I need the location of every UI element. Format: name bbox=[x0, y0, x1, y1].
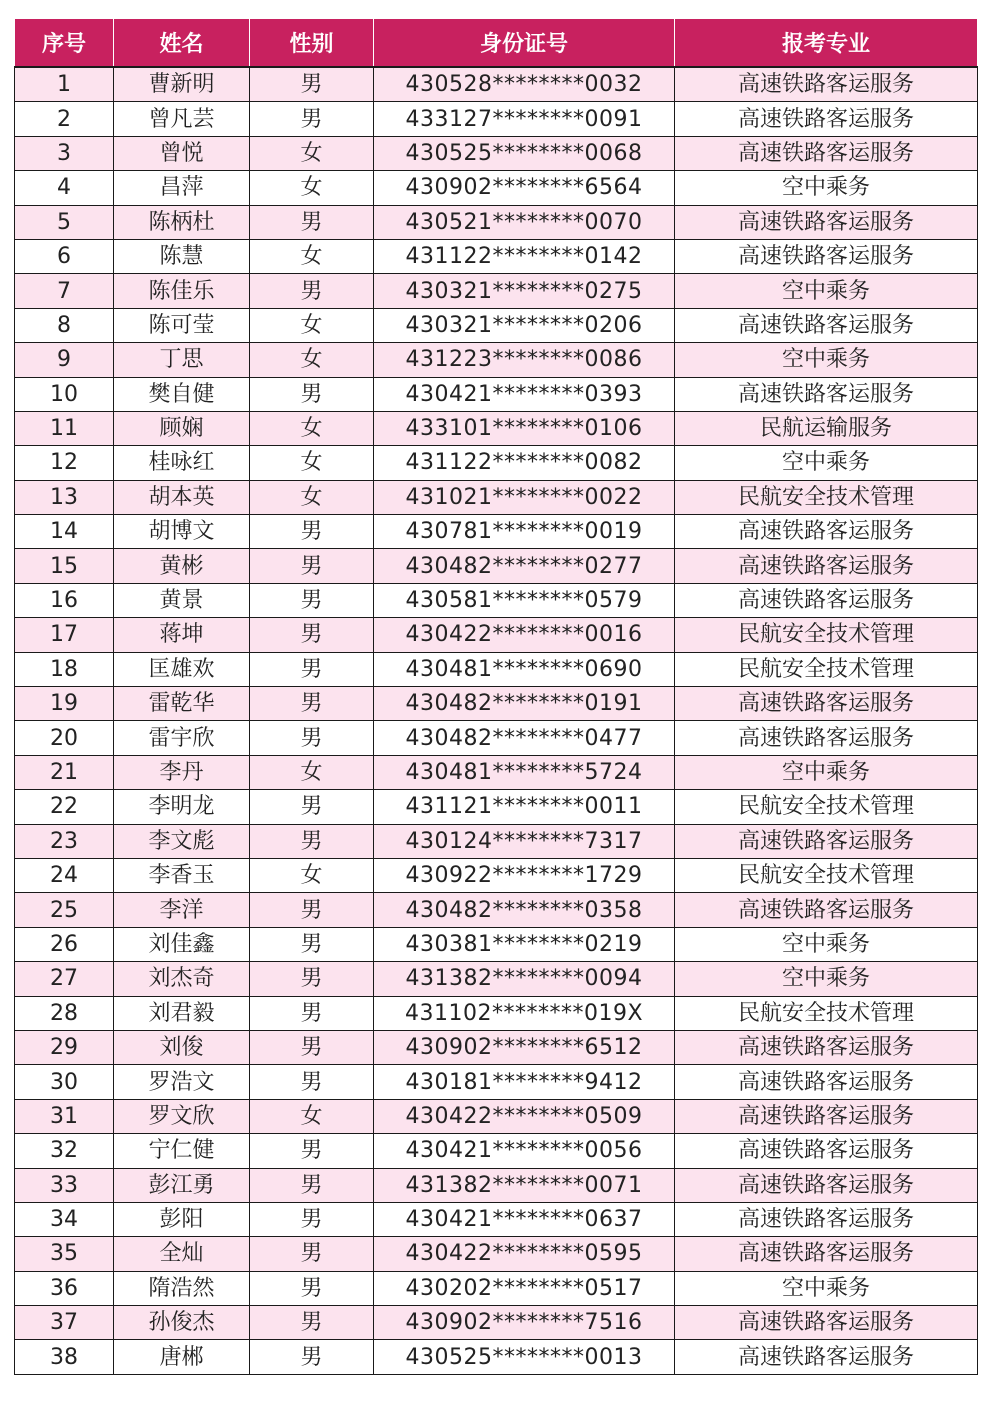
cell-number: 38 bbox=[15, 1340, 114, 1374]
table-row bbox=[15, 996, 978, 1030]
cell-gender: 男 bbox=[250, 583, 374, 617]
table-row bbox=[15, 1340, 978, 1374]
cell-name: 彭阳 bbox=[114, 1202, 250, 1236]
cell-gender: 男 bbox=[250, 893, 374, 927]
cell-gender: 女 bbox=[250, 239, 374, 273]
cell-number: 24 bbox=[15, 858, 114, 892]
cell-name: 陈可莹 bbox=[114, 308, 250, 342]
table-row bbox=[15, 927, 978, 961]
header-name: 姓名 bbox=[114, 19, 250, 68]
cell-major: 高速铁路客运服务 bbox=[675, 1065, 978, 1099]
cell-id-number: 430528********0032 bbox=[374, 67, 675, 102]
cell-name: 蒋坤 bbox=[114, 618, 250, 652]
cell-name: 罗浩文 bbox=[114, 1065, 250, 1099]
cell-major: 民航运输服务 bbox=[675, 411, 978, 445]
cell-name: 胡本英 bbox=[114, 480, 250, 514]
cell-name: 刘杰奇 bbox=[114, 962, 250, 996]
cell-major: 高速铁路客运服务 bbox=[675, 1030, 978, 1064]
cell-major: 高速铁路客运服务 bbox=[675, 308, 978, 342]
cell-id-number: 430181********9412 bbox=[374, 1065, 675, 1099]
cell-id-number: 430421********0393 bbox=[374, 377, 675, 411]
cell-number: 32 bbox=[15, 1134, 114, 1168]
cell-number: 20 bbox=[15, 721, 114, 755]
table-row bbox=[15, 824, 978, 858]
cell-id-number: 431122********0142 bbox=[374, 239, 675, 273]
cell-major: 高速铁路客运服务 bbox=[675, 1168, 978, 1202]
cell-gender: 男 bbox=[250, 274, 374, 308]
cell-name: 彭江勇 bbox=[114, 1168, 250, 1202]
cell-number: 36 bbox=[15, 1271, 114, 1305]
cell-gender: 男 bbox=[250, 996, 374, 1030]
cell-name: 曾凡芸 bbox=[114, 102, 250, 136]
cell-number: 35 bbox=[15, 1237, 114, 1271]
cell-number: 19 bbox=[15, 687, 114, 721]
cell-id-number: 433101********0106 bbox=[374, 411, 675, 445]
cell-major: 民航安全技术管理 bbox=[675, 996, 978, 1030]
cell-id-number: 431102********019X bbox=[374, 996, 675, 1030]
cell-name: 雷乾华 bbox=[114, 687, 250, 721]
table-row bbox=[15, 618, 978, 652]
cell-gender: 男 bbox=[250, 1202, 374, 1236]
cell-gender: 男 bbox=[250, 377, 374, 411]
table-row bbox=[15, 893, 978, 927]
cell-id-number: 431021********0022 bbox=[374, 480, 675, 514]
cell-number: 25 bbox=[15, 893, 114, 927]
table-row bbox=[15, 1237, 978, 1271]
table-row bbox=[15, 1202, 978, 1236]
cell-name: 黄彬 bbox=[114, 549, 250, 583]
cell-gender: 男 bbox=[250, 205, 374, 239]
cell-number: 1 bbox=[15, 67, 114, 102]
cell-name: 陈佳乐 bbox=[114, 274, 250, 308]
cell-gender: 女 bbox=[250, 343, 374, 377]
cell-major: 高速铁路客运服务 bbox=[675, 549, 978, 583]
cell-name: 李文彪 bbox=[114, 824, 250, 858]
cell-gender: 男 bbox=[250, 962, 374, 996]
cell-id-number: 430482********0191 bbox=[374, 687, 675, 721]
table-row bbox=[15, 136, 978, 170]
cell-gender: 男 bbox=[250, 1271, 374, 1305]
cell-major: 空中乘务 bbox=[675, 343, 978, 377]
cell-major: 民航安全技术管理 bbox=[675, 790, 978, 824]
table-row bbox=[15, 274, 978, 308]
cell-name: 昌萍 bbox=[114, 171, 250, 205]
cell-major: 高速铁路客运服务 bbox=[675, 824, 978, 858]
cell-gender: 男 bbox=[250, 1030, 374, 1064]
table-row bbox=[15, 1030, 978, 1064]
table-row bbox=[15, 171, 978, 205]
cell-name: 刘君毅 bbox=[114, 996, 250, 1030]
table-row bbox=[15, 687, 978, 721]
cell-major: 高速铁路客运服务 bbox=[675, 136, 978, 170]
cell-name: 刘俊 bbox=[114, 1030, 250, 1064]
cell-number: 18 bbox=[15, 652, 114, 686]
cell-major: 高速铁路客运服务 bbox=[675, 1340, 978, 1374]
table-row bbox=[15, 515, 978, 549]
cell-id-number: 430381********0219 bbox=[374, 927, 675, 961]
cell-major: 空中乘务 bbox=[675, 274, 978, 308]
cell-number: 13 bbox=[15, 480, 114, 514]
cell-number: 8 bbox=[15, 308, 114, 342]
cell-major: 高速铁路客运服务 bbox=[675, 205, 978, 239]
cell-gender: 男 bbox=[250, 652, 374, 686]
cell-id-number: 430202********0517 bbox=[374, 1271, 675, 1305]
cell-gender: 女 bbox=[250, 858, 374, 892]
cell-id-number: 430481********5724 bbox=[374, 755, 675, 789]
cell-id-number: 430422********0595 bbox=[374, 1237, 675, 1271]
header-major: 报考专业 bbox=[675, 19, 978, 68]
cell-id-number: 430422********0509 bbox=[374, 1099, 675, 1133]
cell-name: 匡雄欢 bbox=[114, 652, 250, 686]
cell-number: 10 bbox=[15, 377, 114, 411]
table-row bbox=[15, 790, 978, 824]
cell-id-number: 430581********0579 bbox=[374, 583, 675, 617]
cell-number: 17 bbox=[15, 618, 114, 652]
cell-gender: 男 bbox=[250, 1134, 374, 1168]
table-row bbox=[15, 308, 978, 342]
table-row bbox=[15, 343, 978, 377]
cell-number: 11 bbox=[15, 411, 114, 445]
cell-gender: 男 bbox=[250, 1237, 374, 1271]
cell-gender: 女 bbox=[250, 308, 374, 342]
cell-number: 15 bbox=[15, 549, 114, 583]
cell-id-number: 431382********0094 bbox=[374, 962, 675, 996]
cell-id-number: 430124********7317 bbox=[374, 824, 675, 858]
cell-name: 李洋 bbox=[114, 893, 250, 927]
cell-name: 丁思 bbox=[114, 343, 250, 377]
table-row bbox=[15, 721, 978, 755]
table-row bbox=[15, 652, 978, 686]
roster-table bbox=[14, 18, 978, 1375]
table-row bbox=[15, 67, 978, 102]
cell-name: 孙俊杰 bbox=[114, 1306, 250, 1340]
cell-name: 曹新明 bbox=[114, 67, 250, 102]
cell-gender: 女 bbox=[250, 1099, 374, 1133]
cell-name: 黄景 bbox=[114, 583, 250, 617]
table-row bbox=[15, 102, 978, 136]
cell-major: 高速铁路客运服务 bbox=[675, 1134, 978, 1168]
cell-number: 4 bbox=[15, 171, 114, 205]
cell-number: 28 bbox=[15, 996, 114, 1030]
cell-name: 胡博文 bbox=[114, 515, 250, 549]
cell-gender: 男 bbox=[250, 1306, 374, 1340]
cell-id-number: 430482********0477 bbox=[374, 721, 675, 755]
cell-number: 22 bbox=[15, 790, 114, 824]
table-row bbox=[15, 1099, 978, 1133]
cell-id-number: 430521********0070 bbox=[374, 205, 675, 239]
cell-gender: 男 bbox=[250, 687, 374, 721]
table-row bbox=[15, 1168, 978, 1202]
table-row bbox=[15, 1306, 978, 1340]
table-body bbox=[15, 67, 978, 1374]
cell-id-number: 430422********0016 bbox=[374, 618, 675, 652]
cell-gender: 男 bbox=[250, 67, 374, 102]
cell-major: 高速铁路客运服务 bbox=[675, 721, 978, 755]
header-number: 序号 bbox=[15, 19, 114, 68]
cell-major: 空中乘务 bbox=[675, 446, 978, 480]
cell-name: 李香玉 bbox=[114, 858, 250, 892]
cell-number: 7 bbox=[15, 274, 114, 308]
cell-id-number: 431382********0071 bbox=[374, 1168, 675, 1202]
cell-number: 5 bbox=[15, 205, 114, 239]
cell-id-number: 430902********6512 bbox=[374, 1030, 675, 1064]
table-row bbox=[15, 239, 978, 273]
cell-major: 高速铁路客运服务 bbox=[675, 515, 978, 549]
cell-gender: 男 bbox=[250, 618, 374, 652]
cell-gender: 男 bbox=[250, 824, 374, 858]
cell-major: 空中乘务 bbox=[675, 1271, 978, 1305]
cell-major: 高速铁路客运服务 bbox=[675, 687, 978, 721]
cell-name: 桂咏红 bbox=[114, 446, 250, 480]
cell-name: 雷宇欣 bbox=[114, 721, 250, 755]
table-row bbox=[15, 1134, 978, 1168]
table-row bbox=[15, 1065, 978, 1099]
cell-gender: 女 bbox=[250, 411, 374, 445]
cell-id-number: 433127********0091 bbox=[374, 102, 675, 136]
cell-gender: 女 bbox=[250, 755, 374, 789]
cell-id-number: 430321********0275 bbox=[374, 274, 675, 308]
header-id-number: 身份证号 bbox=[374, 19, 675, 68]
cell-name: 隋浩然 bbox=[114, 1271, 250, 1305]
cell-gender: 女 bbox=[250, 480, 374, 514]
cell-gender: 男 bbox=[250, 1065, 374, 1099]
cell-name: 陈慧 bbox=[114, 239, 250, 273]
cell-number: 29 bbox=[15, 1030, 114, 1064]
cell-major: 民航安全技术管理 bbox=[675, 858, 978, 892]
table-row bbox=[15, 755, 978, 789]
cell-major: 高速铁路客运服务 bbox=[675, 1202, 978, 1236]
table-row bbox=[15, 411, 978, 445]
cell-gender: 女 bbox=[250, 136, 374, 170]
cell-number: 16 bbox=[15, 583, 114, 617]
cell-number: 34 bbox=[15, 1202, 114, 1236]
cell-major: 空中乘务 bbox=[675, 755, 978, 789]
table-row bbox=[15, 858, 978, 892]
cell-name: 顾娴 bbox=[114, 411, 250, 445]
cell-id-number: 431121********0011 bbox=[374, 790, 675, 824]
cell-id-number: 430321********0206 bbox=[374, 308, 675, 342]
cell-id-number: 430421********0637 bbox=[374, 1202, 675, 1236]
cell-major: 空中乘务 bbox=[675, 962, 978, 996]
cell-name: 唐郴 bbox=[114, 1340, 250, 1374]
cell-major: 高速铁路客运服务 bbox=[675, 102, 978, 136]
table-row bbox=[15, 446, 978, 480]
table-row bbox=[15, 480, 978, 514]
cell-gender: 女 bbox=[250, 171, 374, 205]
cell-name: 宁仁健 bbox=[114, 1134, 250, 1168]
cell-gender: 男 bbox=[250, 102, 374, 136]
cell-major: 空中乘务 bbox=[675, 927, 978, 961]
cell-number: 30 bbox=[15, 1065, 114, 1099]
cell-id-number: 430922********1729 bbox=[374, 858, 675, 892]
cell-name: 全灿 bbox=[114, 1237, 250, 1271]
cell-major: 民航安全技术管理 bbox=[675, 618, 978, 652]
cell-gender: 男 bbox=[250, 1168, 374, 1202]
cell-major: 民航安全技术管理 bbox=[675, 480, 978, 514]
cell-id-number: 430481********0690 bbox=[374, 652, 675, 686]
table-row bbox=[15, 1271, 978, 1305]
cell-major: 高速铁路客运服务 bbox=[675, 583, 978, 617]
cell-major: 高速铁路客运服务 bbox=[675, 1306, 978, 1340]
cell-name: 李明龙 bbox=[114, 790, 250, 824]
cell-major: 高速铁路客运服务 bbox=[675, 239, 978, 273]
cell-major: 高速铁路客运服务 bbox=[675, 377, 978, 411]
cell-gender: 男 bbox=[250, 515, 374, 549]
cell-number: 12 bbox=[15, 446, 114, 480]
cell-name: 刘佳鑫 bbox=[114, 927, 250, 961]
cell-number: 26 bbox=[15, 927, 114, 961]
header-row bbox=[15, 19, 978, 68]
cell-number: 9 bbox=[15, 343, 114, 377]
cell-name: 陈柄杜 bbox=[114, 205, 250, 239]
cell-number: 3 bbox=[15, 136, 114, 170]
cell-id-number: 431122********0082 bbox=[374, 446, 675, 480]
table-row bbox=[15, 549, 978, 583]
cell-name: 曾悦 bbox=[114, 136, 250, 170]
cell-major: 高速铁路客运服务 bbox=[675, 67, 978, 102]
table-row bbox=[15, 962, 978, 996]
cell-number: 21 bbox=[15, 755, 114, 789]
cell-name: 李丹 bbox=[114, 755, 250, 789]
cell-number: 2 bbox=[15, 102, 114, 136]
cell-id-number: 430421********0056 bbox=[374, 1134, 675, 1168]
cell-name: 樊自健 bbox=[114, 377, 250, 411]
cell-number: 27 bbox=[15, 962, 114, 996]
cell-id-number: 431223********0086 bbox=[374, 343, 675, 377]
cell-id-number: 430902********6564 bbox=[374, 171, 675, 205]
cell-gender: 男 bbox=[250, 549, 374, 583]
cell-major: 民航安全技术管理 bbox=[675, 652, 978, 686]
table-row bbox=[15, 583, 978, 617]
cell-gender: 男 bbox=[250, 1340, 374, 1374]
cell-number: 23 bbox=[15, 824, 114, 858]
cell-id-number: 430902********7516 bbox=[374, 1306, 675, 1340]
cell-id-number: 430482********0277 bbox=[374, 549, 675, 583]
cell-number: 37 bbox=[15, 1306, 114, 1340]
cell-name: 罗文欣 bbox=[114, 1099, 250, 1133]
cell-id-number: 430482********0358 bbox=[374, 893, 675, 927]
cell-major: 高速铁路客运服务 bbox=[675, 1099, 978, 1133]
cell-gender: 女 bbox=[250, 446, 374, 480]
cell-gender: 男 bbox=[250, 721, 374, 755]
cell-gender: 男 bbox=[250, 790, 374, 824]
cell-number: 6 bbox=[15, 239, 114, 273]
cell-id-number: 430525********0068 bbox=[374, 136, 675, 170]
cell-number: 14 bbox=[15, 515, 114, 549]
cell-number: 31 bbox=[15, 1099, 114, 1133]
cell-gender: 男 bbox=[250, 927, 374, 961]
table-row bbox=[15, 205, 978, 239]
header-gender: 性别 bbox=[250, 19, 374, 68]
table-row bbox=[15, 377, 978, 411]
cell-number: 33 bbox=[15, 1168, 114, 1202]
cell-major: 高速铁路客运服务 bbox=[675, 1237, 978, 1271]
cell-major: 高速铁路客运服务 bbox=[675, 893, 978, 927]
cell-id-number: 430781********0019 bbox=[374, 515, 675, 549]
cell-id-number: 430525********0013 bbox=[374, 1340, 675, 1374]
cell-major: 空中乘务 bbox=[675, 171, 978, 205]
